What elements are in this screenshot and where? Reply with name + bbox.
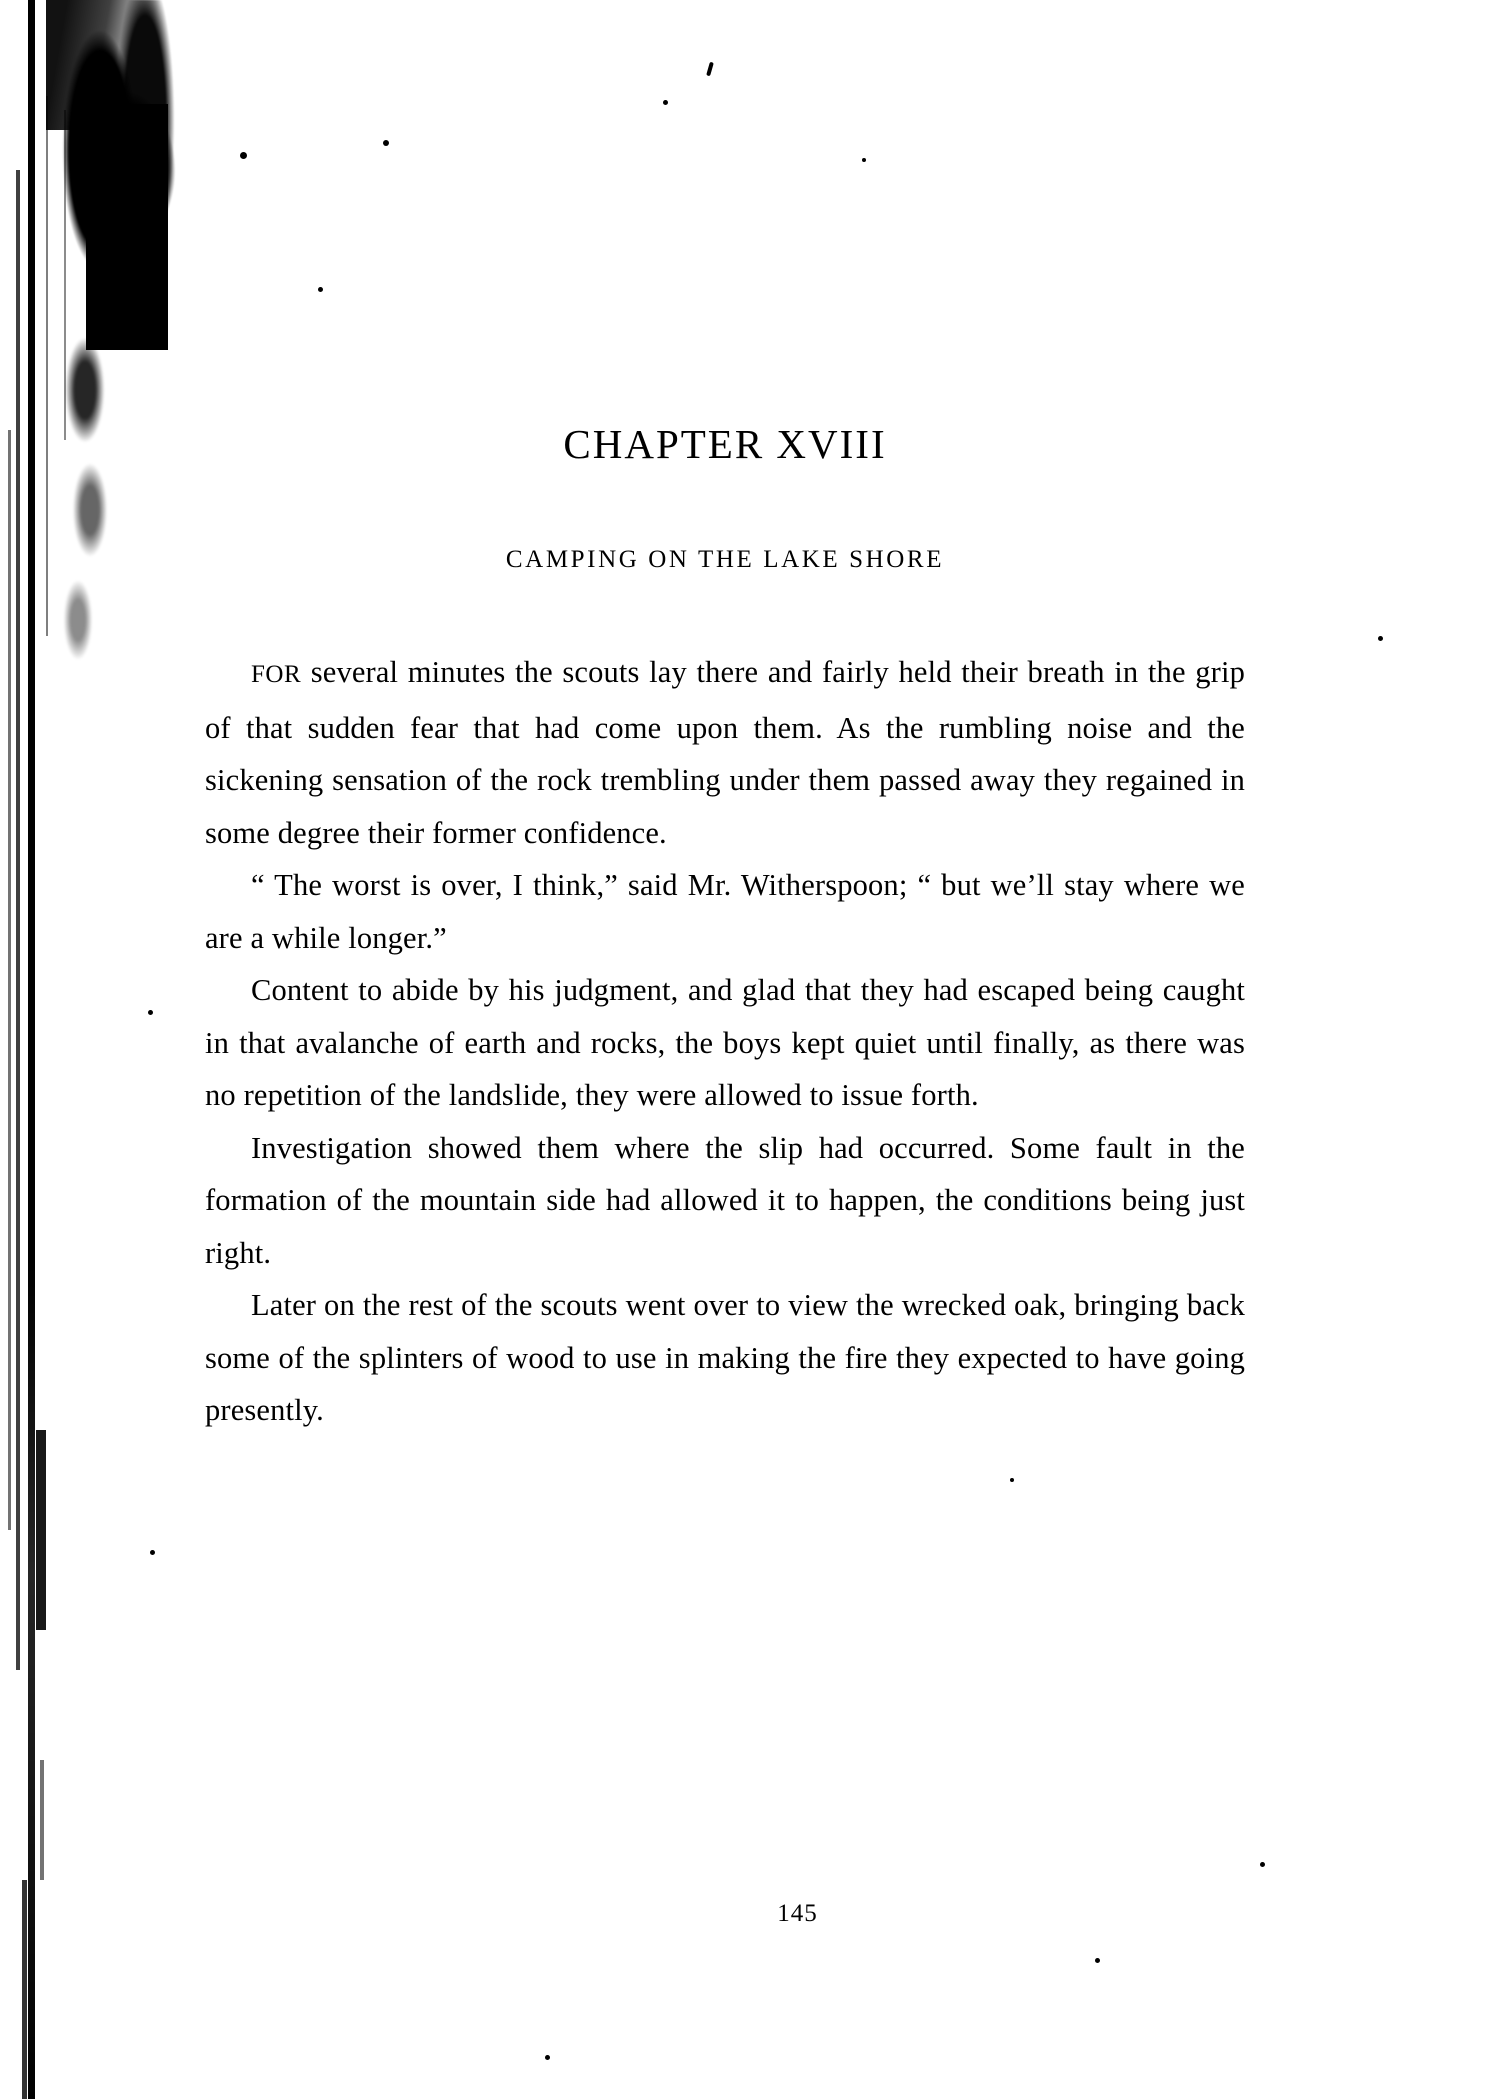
- paragraph-lead-smallcaps: FOR: [251, 661, 302, 688]
- paragraph: “ The worst is over, I think,” said Mr. Witherspoon; “ but we’ll stay where we are a while longer.”: [205, 868, 1245, 955]
- page-text-column: [205, 420, 1245, 1437]
- page-number-container: [0, 1900, 1490, 1928]
- paragraph: Investigation showed them where the slip had occurred. Some fault in the formation of the mountain side had allowed it to happen, the conditions being just right.: [205, 1130, 1245, 1270]
- page-number: 145: [777, 1900, 818, 1927]
- paragraph-text: several minutes the scouts lay there and fairly held their breath in the grip of that sudden fear that had come upon them. As the rumbling noise and the sickening sensation of the rock trembling under them passed away they regained in some degree their former confidence.: [205, 655, 1245, 850]
- paragraph: Content to abide by his judgment, and glad that they had escaped being caught in that avalanche of earth and rocks, the boys kept quiet until finally, as there was no repetition of the landslide, they were allowed to issue forth.: [205, 973, 1245, 1112]
- paragraph: Later on the rest of the scouts went over to view the wrecked oak, bringing back some of the splinters of wood to use in making the fire they expected to have going presently.: [205, 1288, 1245, 1427]
- chapter-heading: CHAPTER XVIII: [563, 421, 887, 467]
- chapter-subtitle: CAMPING ON THE LAKE SHORE: [505, 546, 945, 573]
- paragraph: [205, 646, 1245, 859]
